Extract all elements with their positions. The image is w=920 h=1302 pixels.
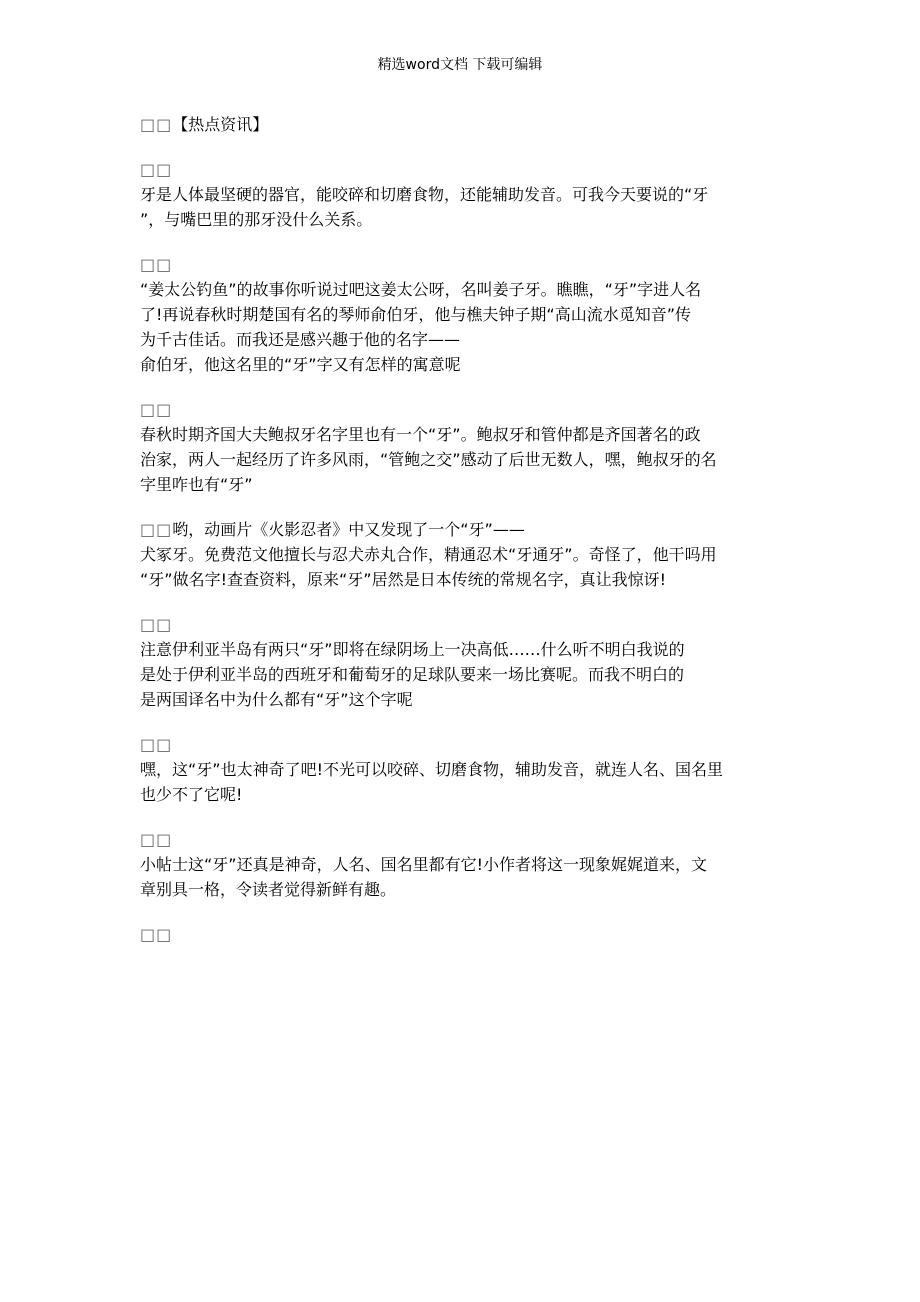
- paragraph-list: [140, 137, 785, 902]
- paragraph: [140, 157, 785, 232]
- heading-marker: □□: [140, 115, 173, 134]
- heading-text: 【热点资讯】: [172, 115, 269, 134]
- paragraph-line: 嘿，这“牙”也太神奇了吧!不光可以咬碎、切磨食物，辅助发音，就连人名、国名里: [140, 760, 723, 779]
- paragraph-line: 牙是人体最坚硬的器官，能咬碎和切磨食物，还能辅助发音。可我今天要说的“牙: [140, 185, 709, 204]
- paragraph-line: 治家，两人一起经历了许多风雨，“管鲍之交”感动了后世无数人，嘿，鲍叔牙的名: [140, 450, 717, 469]
- paragraph-line: 小帖士这“牙”还真是神奇，人名、国名里都有它!小作者将这一现象娓娓道来，文: [140, 855, 707, 874]
- document-heading: [140, 112, 785, 137]
- paragraph-line: 是两国译名中为什么都有“牙”这个字呢: [140, 690, 413, 709]
- page-header: 精选word文档 下载可编辑: [377, 57, 543, 73]
- paragraph-line: “姜太公钓鱼”的故事你听说过吧这姜太公呀，名叫姜子牙。瞧瞧，“牙”字进人名: [140, 280, 702, 299]
- paragraph-line: 犬冢牙。免费范文他擅长与忍犬赤丸合作，精通忍术“牙通牙”。奇怪了，他干吗用: [140, 545, 717, 564]
- paragraph-marker: □□: [140, 830, 173, 849]
- paragraph: [140, 827, 785, 902]
- paragraph-line: “牙”做名字!查查资料，原来“牙”居然是日本传统的常规名字，真让我惊讶!: [140, 570, 666, 589]
- paragraph-line: [140, 517, 785, 542]
- paragraph-line: 为千古佳话。而我还是感兴趣于他的名字——: [140, 330, 461, 349]
- paragraph: [140, 517, 785, 592]
- paragraph: [140, 252, 785, 377]
- paragraph-line: 春秋时期齐国大夫鲍叔牙名字里也有一个“牙”。鲍叔牙和管仲都是齐国著名的政: [140, 425, 701, 444]
- paragraph-line: 字里咋也有“牙”: [140, 475, 253, 494]
- paragraph-line: 俞伯牙，他这名里的“牙”字又有怎样的寓意呢: [140, 355, 461, 374]
- paragraph: [140, 612, 785, 712]
- paragraph-marker: □□: [140, 520, 173, 539]
- paragraph-marker: □□: [140, 255, 173, 274]
- trailing-marker: □□: [140, 925, 173, 944]
- paragraph-marker: □□: [140, 400, 173, 419]
- paragraph-line: 了!再说春秋时期楚国有名的琴师俞伯牙，他与樵夫钟子期“高山流水觅知音”传: [140, 305, 691, 324]
- paragraph-line: 章别具一格，令读者觉得新鲜有趣。: [140, 880, 397, 899]
- paragraph-line: 是处于伊利亚半岛的西班牙和葡萄牙的足球队要来一场比赛呢。而我不明白的: [140, 665, 685, 684]
- paragraph-line: 注意伊利亚半岛有两只“牙”即将在绿阴场上一决高低……什么听不明白我说的: [140, 640, 685, 659]
- paragraph-line: ”，与嘴巴里的那牙没什么关系。: [140, 210, 373, 229]
- paragraph-marker: □□: [140, 615, 173, 634]
- paragraph: [140, 732, 785, 807]
- paragraph-marker: □□: [140, 735, 173, 754]
- line-text: 哟，动画片《火影忍者》中又发现了一个“牙”——: [172, 520, 525, 539]
- paragraph-line: 也少不了它呢!: [140, 785, 243, 804]
- paragraph-marker: □□: [140, 160, 173, 179]
- paragraph: [140, 397, 785, 497]
- document-body: [140, 112, 785, 947]
